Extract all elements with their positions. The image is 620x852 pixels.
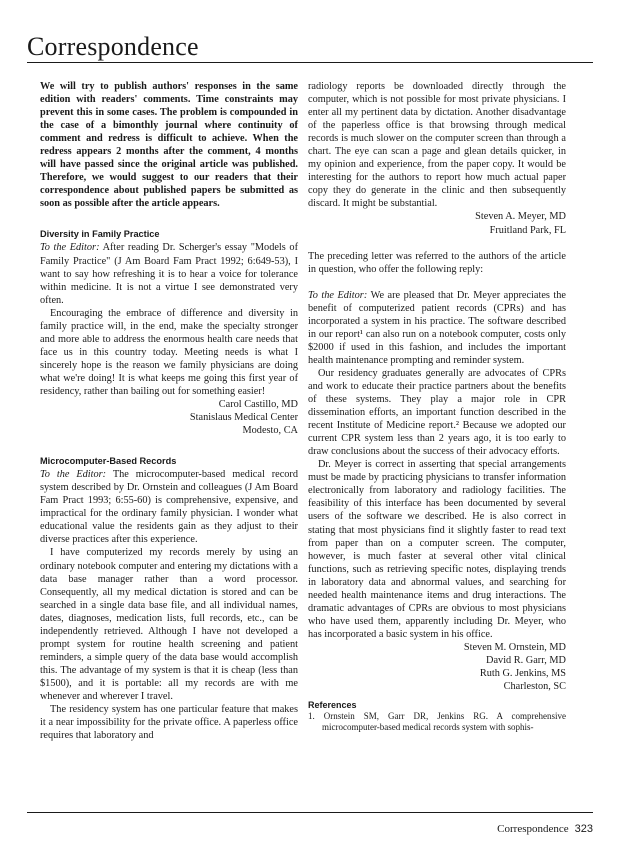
paragraph-continued: radiology reports be downloaded directly through the computer, which is not possible for most private physicians. I enter all my pertinent data by dictation. Another disadvantage of the paperless office is that browsing through medical records is much slower on the computer screen than through a chart. The eye can scan a page and glean details quicker, in my opinion and experience, from the paper copy. It would be interesting for the authors to report how much actual paper copy they do generate in the clinic and then subsequently discard. It might be substantial. bbox=[308, 81, 566, 210]
signature bbox=[308, 210, 566, 236]
paragraph: The residency system has one particular feature that makes it a near impossibility for the private office. A paperless office requires that laboratory and bbox=[40, 704, 298, 742]
footer-section: Correspondence bbox=[497, 823, 569, 835]
footer-rule bbox=[27, 812, 593, 813]
salutation: To the Editor: bbox=[40, 469, 107, 481]
paragraph: Our residency graduates generally are advocates of CPRs and work to educate their practice partners about the benefits of these systems. They play a major role in CPR dissemination efforts, an important function described in the recent Institute of Medicine report.² Because we adopted our current CPR system less than 2 years ago, it is too early to draw conclusions about the success of their advocacy efforts. bbox=[308, 367, 566, 458]
signature bbox=[40, 398, 298, 437]
page-title: Correspondence bbox=[27, 32, 199, 61]
letter-title: Microcomputer-Based Records bbox=[40, 456, 177, 467]
transition-note: The preceding letter was referred to the authors of the article in question, who offer the following reply: bbox=[308, 250, 566, 275]
paragraph: I have computerized my records merely by using an ordinary notebook computer and entering my dictations with a data base manager rather than a word processor. Consequently, all my medical dictation is stored and can be searched in a single data base file, and all individual names, dates, diagnoses, medication lists, full records, etc., can be independently retrieved. Although I have not developed a prompt system for routine health screening and patient reminders, a simple query of the data base would accomplish this. The advantage of my system is that it is cheap (less than $1500), and it is portable: all my records are with me whenever and wherever I travel. bbox=[40, 547, 298, 702]
letter-title: Diversity in Family Practice bbox=[40, 229, 160, 240]
editorial-note: We will try to publish authors' responses in the same edition with readers' comments. Time constraints may prevent this in some cases. The problem is compounded in the case of a bimonthly journal where continuity of comment and redress is difficult to achieve. When the redress appears 2 months after the comment, 4 months will have passed since the original article was published. Therefore, we would suggest to our readers that their correspondence about published papers be submitted as soon as possible after the article appears. bbox=[40, 81, 298, 210]
signature-name: Steven M. Ornstein, MD bbox=[463, 641, 566, 653]
paragraph: The microcomputer-based medical record system described by Dr. Ornstein and colleagues (J Am Board Fam Pract 1993; 6:55-60) is comprehensive, expensive, and impractical for the ordinary family physician. I wonder what educational value the residents gain as they adjust to their diverse practices after this experience. bbox=[40, 469, 299, 546]
references-title: References bbox=[308, 700, 357, 711]
signature-location: Modesto, CA bbox=[242, 425, 298, 437]
right-column-main bbox=[308, 80, 566, 733]
left-column bbox=[40, 80, 298, 742]
signature-affiliation: Stanislaus Medical Center bbox=[189, 412, 298, 424]
footer bbox=[497, 823, 593, 835]
signature-name: Steven A. Meyer, MD bbox=[475, 211, 566, 223]
paragraph bbox=[308, 289, 566, 367]
page-number: 323 bbox=[574, 823, 593, 835]
salutation: To the Editor: bbox=[308, 289, 368, 301]
paragraph: After reading Dr. Scherger's essay "Models of Family Practice" (J Am Board Fam Pract 1992; 6:649-53), I want to say how refreshing it is to hear a voice for tolerance within medicine. It is not a virtue I see demonstrated very often. bbox=[40, 242, 298, 306]
signature-name: Ruth G. Jenkins, MS bbox=[479, 668, 566, 680]
signature-name: Carol Castillo, MD bbox=[218, 399, 298, 411]
signature bbox=[308, 641, 566, 693]
signature-location: Fruitland Park, FL bbox=[489, 224, 566, 236]
header-rule bbox=[27, 62, 593, 63]
salutation: To the Editor: bbox=[40, 242, 100, 254]
signature-name: David R. Garr, MD bbox=[486, 654, 566, 666]
paragraph: Dr. Meyer is correct in asserting that special arrangements must be made by practicing physicians to transfer information electronically from laboratory and radiology facilities. The feasibility of this interface has been documented by several users of the software we described. He is also correct in stating that most physicians find it slightly faster to read text from paper than on a computer screen. The computer, however, is much faster at several other vital clinical functions, such as retrieving specific notes, displaying trends in laboratory data and abnormal values, and searching for needed health maintenance items and drug interactions. The dramatic advantages of CPRs are obvious to most physicians who have used them, apparently including Dr. Meyer, who has incorporated a basic system in his office. bbox=[308, 459, 566, 640]
paragraph-text: We are pleased that Dr. Meyer appreciates the benefit of computerized patient records (CPRs) and has incorporated a system in his practice. The software described in our report¹ can also run on a notebook computer, costs only $2000 if used in this fashion, and includes the important health maintenance prompting and reminder system. bbox=[308, 289, 567, 366]
signature-location: Charleston, SC bbox=[503, 681, 566, 693]
paragraph: Encouraging the embrace of difference and diversity in family practice will, in the end, make the specialty stronger and more able to address the enormous health care needs that face us in this country today. Meeting needs is what I sincerely hope is the reason we family physicians are doing what we're doing! It is what keeps me going this first year of residency, rather than bailing out for something easier! bbox=[40, 307, 298, 397]
reference-item: 1. Ornstein SM, Garr DR, Jenkins RG. A comprehensive microcomputer-based medical records system with sophis- bbox=[308, 711, 566, 733]
